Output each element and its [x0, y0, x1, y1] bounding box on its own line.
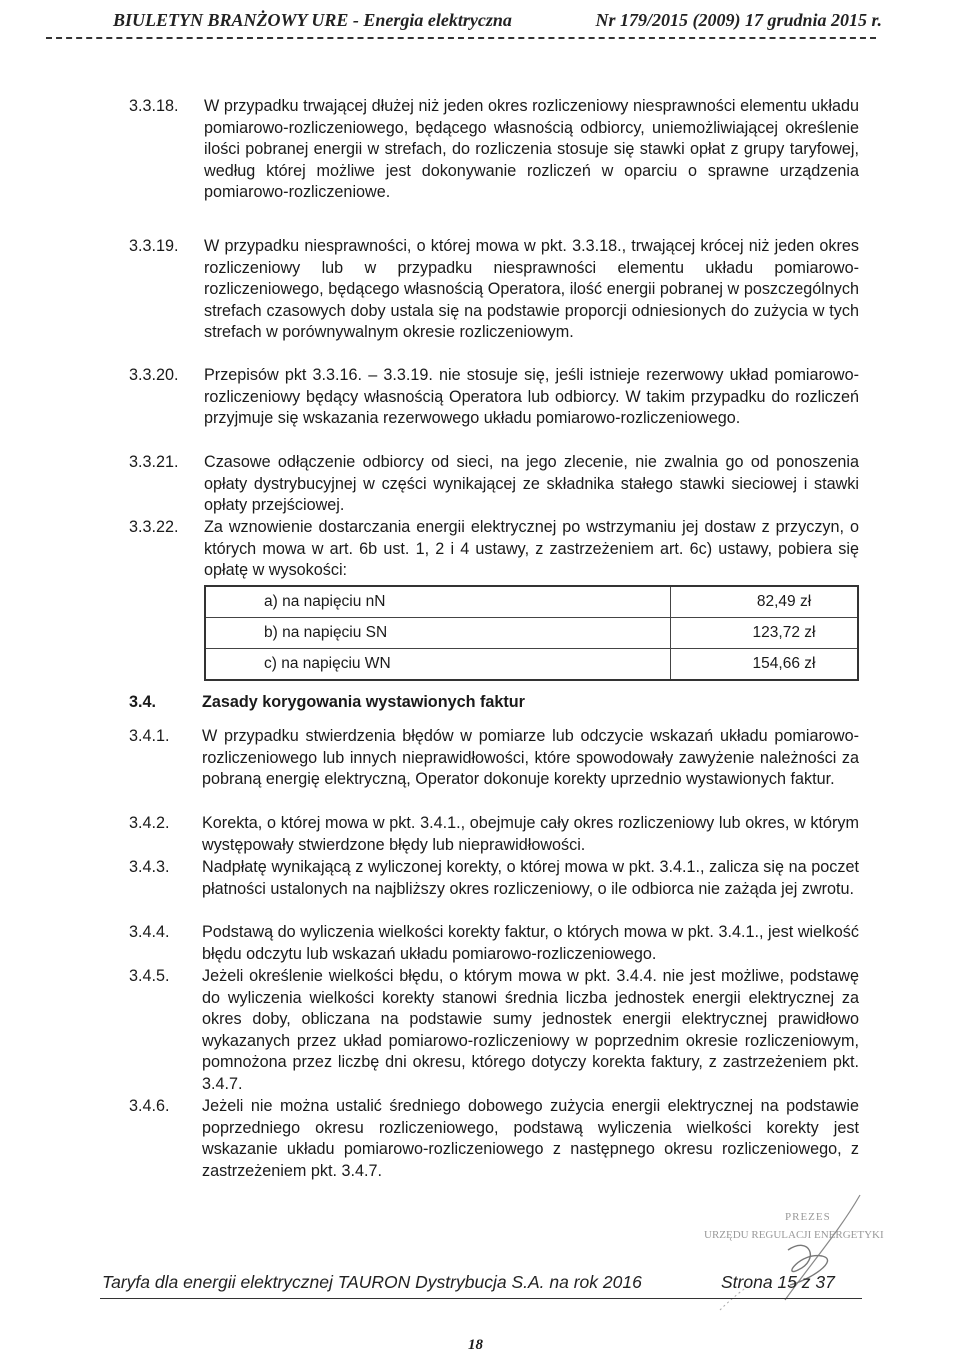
footer-page-info: Strona 15 z 37: [721, 1272, 835, 1292]
paragraph-number: 3.4.2.: [129, 814, 170, 832]
paragraph-3-4-5: [129, 966, 859, 1096]
paragraph-3-3-18: [129, 96, 859, 204]
paragraph-text: W przypadku niesprawności, o której mowa w pkt. 3.3.18., trwającej krócej niż jeden okres rozliczeniowy lub w przypadku niesprawności elementu układu pomiarowo-rozliczeniowego, będącego własnością Operatora, ilość energii pobranej w poszczególnych strefach czasowych doby ustala się na podstawie proporcji odniesionych do zużycia w tych strefach w porównywalnym okresie rozliczeniowym.: [204, 237, 859, 342]
section-heading-3-4: [129, 692, 525, 714]
paragraph-3-4-6: [129, 1096, 859, 1182]
paragraph-text: Jeżeli określenie wielkości błędu, o którym mowa w pkt. 3.4.4. nie jest możliwe, podstawę do wyliczenia wielkości korekty stanowi średnia liczba jednostek energii elektrycznej za okres doby, obliczana na podstawie sumy jednostek energii elektrycznej prawidłowo wykazanych przez układ pomiarowo-rozliczeniowy w poprzednim okresie rozliczeniowym, pomnożona przez liczbę dni okresu, którego dotyczy korekta faktury, z zastrzeżeniem pkt. 3.4.7.: [202, 967, 859, 1093]
paragraph-text: W przypadku trwającej dłużej niż jeden okres rozliczeniowy niesprawności elementu układu pomiarowo-rozliczeniowego, będącego własnością odbiorcy, uniemożliwiającej określenie ilości pobranej energii w strefach, do rozliczenia stosuje się stawki opłat z grupy taryfowej, według której możliwe jest dokonywanie rozliczeń w oparciu o sprawne urządzenia pomiarowo-rozliczeniowe.: [204, 97, 859, 202]
paragraph-text: Nadpłatę wynikającą z wyliczonej korekty, o której mowa w pkt. 3.4.1., zalicza się na poczet płatności ustalonych na najbliższy okres rozliczeniowy, o ile odbiorca nie zażąda jej zwrotu.: [202, 858, 859, 898]
paragraph-3-3-22: [129, 517, 859, 582]
table-row: [205, 618, 858, 649]
bulletin-header: [0, 0, 960, 40]
issue-info: Nr 179/2015 (2009) 17 grudnia 2015 r.: [595, 10, 882, 30]
paragraph-text: Podstawą do wyliczenia wielkości korekty faktur, o których mowa w pkt. 3.4.1., jest wielkość błędu odczytu lub wskazań układu pomiarowo-rozliczeniowego.: [202, 923, 859, 963]
paragraph-3-3-20: [129, 365, 859, 430]
stamp-text-line1: PREZES: [785, 1211, 831, 1223]
paragraph-3-4-2: [129, 813, 859, 856]
paragraph-number: 3.3.18.: [129, 97, 179, 115]
section-title: Zasady korygowania wystawionych faktur: [202, 693, 525, 711]
official-stamp-signature: [690, 1190, 890, 1330]
paragraph-number: 3.4.3.: [129, 858, 170, 876]
paragraph-text: Przepisów pkt 3.3.16. – 3.3.19. nie stosuje się, jeśli istnieje rezerwowy układ pomiarowo-rozliczeniowy będący własnością Operatora lub odbiorcy. W takim przypadku do rozliczeń przyjmuje się wskazania rezerwowego układu pomiarowo-rozliczeniowego.: [204, 366, 859, 428]
paragraph-number: 3.4.6.: [129, 1097, 170, 1115]
paragraph-text: W przypadku stwierdzenia błędów w pomiarze lub odczycie wskazań układu pomiarowo-rozliczeniowego lub innych nieprawidłowości, które spowodowały zawyżenie należności za pobraną energię elektryczną, Operator dokonuje korekty uprzednio wystawionych faktur.: [202, 727, 859, 789]
paragraph-text: Czasowe odłączenie odbiorcy od sieci, na jego zlecenie, nie zwalnia go od ponoszenia opłaty dystrybucyjnej w części wynikającej ze składnika stałego stawki sieciowej i stawki opłaty przejściowej.: [204, 453, 859, 515]
bulletin-page-number: 18: [468, 1337, 483, 1353]
paragraph-3-4-3: [129, 857, 859, 900]
bulletin-title: BIULETYN BRANŻOWY URE - Energia elektryczna: [113, 10, 512, 30]
footer-tariff-title: Taryfa dla energii elektrycznej TAURON Dystrybucja S.A. na rok 2016: [102, 1272, 642, 1292]
reconnection-fee-table: [204, 585, 859, 681]
paragraph-3-4-4: [129, 922, 859, 965]
paragraph-number: 3.3.19.: [129, 237, 179, 255]
paragraph-number: 3.3.22.: [129, 518, 179, 536]
section-number: 3.4.: [129, 693, 157, 711]
paragraph-3-3-21: [129, 452, 859, 517]
paragraph-number: 3.4.4.: [129, 923, 170, 941]
paragraph-3-3-19: [129, 236, 859, 344]
voltage-level-cell: c) na napięciu WN: [205, 649, 671, 681]
paragraph-text: Za wznowienie dostarczania energii elektrycznej po wstrzymaniu jej dostaw z przyczyn, o których mowa w art. 6b ust. 1, 2 i 4 ustawy, z zastrzeżeniem art. 6c) ustawy, pobiera się opłatę w wysokości:: [204, 518, 859, 580]
header-divider: [46, 37, 876, 39]
paragraph-number: 3.3.20.: [129, 366, 179, 384]
table-row: [205, 649, 858, 681]
stamp-text-line2: URZĘDU REGULACJI ENERGETYKI: [704, 1229, 884, 1241]
voltage-level-cell: b) na napięciu SN: [205, 618, 671, 649]
paragraph-3-4-1: [129, 726, 859, 791]
paragraph-number: 3.4.5.: [129, 967, 170, 985]
voltage-level-cell: a) na napięciu nN: [205, 586, 671, 618]
fee-cell: 154,66 zł: [671, 649, 859, 681]
paragraph-text: Jeżeli nie można ustalić średniego dobowego zużycia energii elektrycznej na podstawie poprzedniego okresu rozliczeniowego, podstawą wyliczenia wielkości korekty jest wskazanie układu pomiarowo-rozliczeniowego z następnego okresu rozliczeniowego, z zastrzeżeniem pkt. 3.4.7.: [202, 1097, 859, 1180]
paragraph-number: 3.3.21.: [129, 453, 179, 471]
footer-divider: [100, 1298, 862, 1299]
table-row: [205, 586, 858, 618]
paragraph-number: 3.4.1.: [129, 727, 170, 745]
fee-cell: 123,72 zł: [671, 618, 859, 649]
fee-cell: 82,49 zł: [671, 586, 859, 618]
paragraph-text: Korekta, o której mowa w pkt. 3.4.1., obejmuje cały okres rozliczeniowy lub okres, w którym występowały stwierdzone błędy lub nieprawidłowości.: [202, 814, 859, 854]
